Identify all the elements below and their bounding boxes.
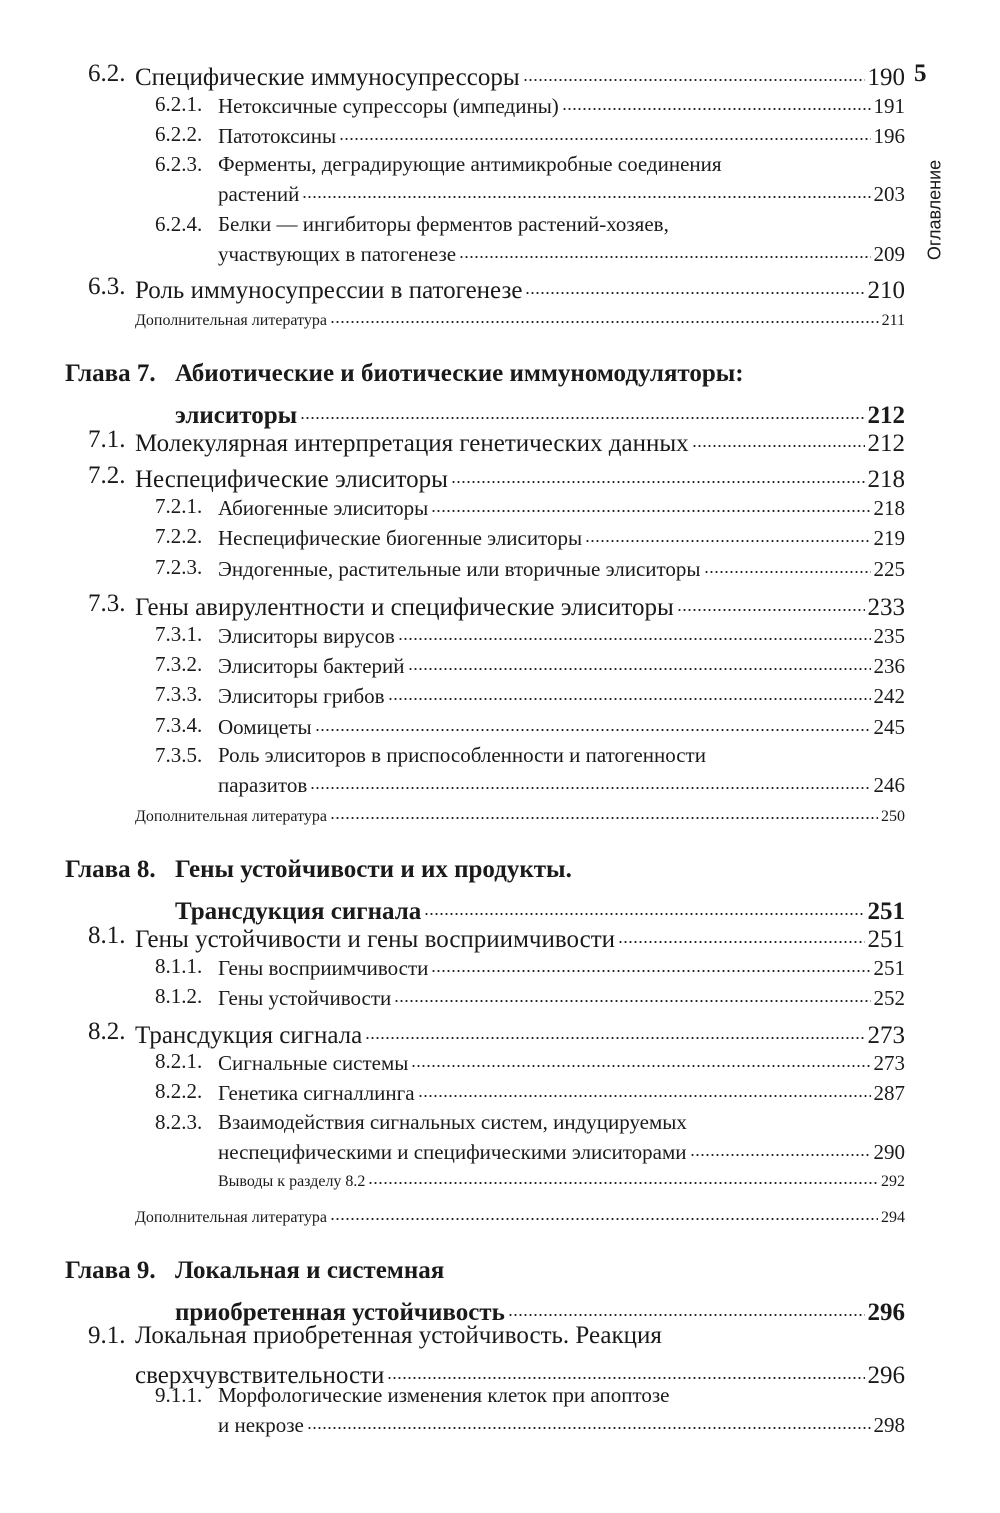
toc-entry-page: 203 (873, 182, 905, 206)
toc-entry-number: 7.3.5. (155, 743, 203, 767)
toc-entry-page: 212 (867, 402, 905, 429)
toc-entry-number: 7.3.2. (155, 652, 203, 676)
dot-leader (704, 555, 871, 576)
toc-entry-number: 6.2.3. (155, 152, 203, 176)
toc-entry-page: 218 (867, 466, 905, 493)
dot-leader (562, 92, 871, 113)
dot-leader (431, 954, 870, 975)
toc-entry-page: 290 (873, 1140, 905, 1164)
toc-entry-number: 7.2.2. (155, 524, 203, 548)
toc-entry-page: 233 (867, 594, 905, 621)
toc-entry-title: Нетоксичные супрессоры (импедины) (218, 94, 559, 118)
toc-entry-page: 242 (873, 684, 905, 708)
toc-entry-page: 296 (867, 1362, 905, 1389)
toc-entry-page: 273 (873, 1051, 905, 1075)
dot-leader (424, 894, 864, 919)
dot-leader (585, 524, 870, 545)
toc-entry-page: 190 (867, 64, 905, 91)
dot-leader (394, 984, 870, 1005)
toc-entry-number: Глава 7. (65, 360, 156, 387)
toc-entry-title: паразитов (218, 773, 308, 797)
toc-entry-title: Гены устойчивости (218, 986, 392, 1010)
toc-entry-page: 196 (873, 124, 905, 148)
toc-entry-page: 225 (873, 557, 905, 581)
dot-leader (459, 240, 870, 261)
dot-leader (330, 309, 879, 325)
toc-entry-number: 6.3. (88, 273, 126, 300)
toc-entry-title: элиситоры (175, 402, 298, 429)
toc-entry-title: Сигнальные системы (218, 1051, 409, 1075)
toc-entry-title: Абиотические и биотические иммуномодуляторы: (175, 360, 744, 387)
toc-entry-title: Гены устойчивости и их продукты. (175, 856, 572, 883)
dot-leader (388, 682, 871, 703)
dot-leader (398, 622, 871, 643)
toc-entry-title: Морфологические изменения клеток при апоптозе (218, 1383, 670, 1407)
toc-entry-number: 6.2.2. (155, 122, 203, 146)
toc-entry-number: 8.2.3. (155, 1110, 203, 1134)
toc-entry-page: 250 (881, 808, 905, 825)
toc-entry-title: Локальная и системная (175, 1257, 445, 1284)
page-number: 5 (914, 60, 927, 87)
toc-entry-page: 235 (873, 624, 905, 648)
toc-entry-number: 9.1. (88, 1322, 126, 1349)
toc-entry-title: Роль иммуносупрессии в патогенезе (135, 277, 523, 304)
toc-entry-title: Белки — ингибиторы ферментов растений-хозяев, (218, 212, 669, 236)
toc-entry-number: 7.2. (88, 462, 126, 489)
toc-entry-page: 211 (881, 312, 905, 329)
toc-entry-number: 7.3. (88, 590, 126, 617)
dot-leader (307, 1411, 871, 1432)
toc-entry-title: Дополнительная литература (135, 1209, 327, 1226)
toc-entry-number: 7.3.3. (155, 682, 203, 706)
toc-entry-title: Элиситоры вирусов (218, 624, 395, 648)
toc-entry-title: сверхчувствительности (135, 1362, 385, 1389)
toc-entry-page: 209 (873, 242, 905, 266)
dot-leader (330, 1206, 878, 1222)
dot-leader (302, 180, 870, 201)
dot-leader (418, 1079, 871, 1100)
toc-entry-page: 251 (867, 926, 905, 953)
dot-leader (508, 1295, 865, 1320)
toc-entry-page: 251 (867, 898, 905, 925)
toc-entry-number: 8.1.1. (155, 954, 203, 978)
toc-entry-title: Неспецифические биогенные элиситоры (218, 526, 583, 550)
toc-entry-title: Локальная приобретенная устойчивость. Реакция (135, 1322, 662, 1349)
toc-entry-title: Гены авирулентности и специфические элиситоры (135, 594, 674, 621)
toc-entry-title: Элиситоры грибов (218, 684, 385, 708)
toc-entry-number: 8.2.2. (155, 1079, 203, 1103)
toc-entry-number: 8.2.1. (155, 1049, 203, 1073)
running-head: Оглавление (924, 159, 945, 261)
toc-entry-number: Глава 9. (65, 1257, 156, 1284)
toc-entry-title: и некрозе (218, 1413, 304, 1437)
toc-entry-page: 245 (873, 715, 905, 739)
toc-entry-title: Элиситоры бактерий (218, 654, 405, 678)
dot-leader (411, 1049, 870, 1070)
toc-entry-title: приобретенная устойчивость (175, 1299, 505, 1326)
toc-entry-title: Роль элиситоров в приспособленности и патогенности (218, 743, 706, 767)
dot-leader (300, 398, 864, 423)
toc-entry-number: 8.1. (88, 922, 126, 949)
toc-entry-title: Абиогенные элиситоры (218, 496, 429, 520)
toc-entry-number: 9.1.1. (155, 1383, 203, 1407)
dot-leader (387, 1358, 864, 1383)
toc-entry-page: 252 (873, 986, 905, 1010)
toc-entry-number: 7.3.1. (155, 622, 203, 646)
toc-entry-title: Выводы к разделу 8.2 (218, 1173, 366, 1190)
toc-entry-title: Дополнительная литература (135, 808, 327, 825)
toc-entry-number: 8.1.2. (155, 984, 203, 1008)
dot-leader (315, 713, 871, 734)
toc-entry-page: 251 (873, 956, 905, 980)
toc-entry-page: 273 (867, 1022, 905, 1049)
toc-entry-title: неспецифическими и специфическими элиситорами (218, 1140, 687, 1164)
dot-leader (525, 273, 864, 298)
toc-entry-page: 236 (873, 654, 905, 678)
toc-entry-page: 212 (867, 430, 905, 457)
dot-leader (368, 1170, 878, 1186)
toc-entry-number: 6.2.1. (155, 92, 203, 116)
dot-leader (365, 1018, 864, 1043)
toc-entry-page: 292 (881, 1173, 905, 1190)
toc-entry-title: Трансдукция сигнала (175, 898, 422, 925)
toc-entry-page: 219 (873, 526, 905, 550)
toc-entry-title: Гены восприимчивости (218, 956, 429, 980)
toc-entry-title: Специфические иммуносупрессоры (135, 64, 520, 91)
dot-leader (618, 922, 865, 947)
toc-entry-title: участвующих в патогенезе (218, 242, 457, 266)
toc-entry-number: 7.2.3. (155, 555, 203, 579)
toc-entry-page: 298 (873, 1413, 905, 1437)
toc-entry-number: 8.2. (88, 1018, 126, 1045)
toc-entry-title: Дополнительная литература (135, 312, 327, 329)
toc-entry-title: Генетика сигналлинга (218, 1081, 415, 1105)
toc-entry-title: Оомицеты (218, 715, 312, 739)
toc-entry-title: Молекулярная интерпретация генетических данных (135, 430, 689, 457)
toc-entry-page: 294 (881, 1209, 905, 1226)
toc-entry-title: Ферменты, деградирующие антимикробные соединения (218, 152, 722, 176)
toc-entry-number: 6.2. (88, 60, 126, 87)
toc-entry-page: 287 (873, 1081, 905, 1105)
toc-entry-title: Взаимодействия сигнальных систем, индуцируемых (218, 1110, 687, 1134)
toc-entry-number: 7.1. (88, 426, 126, 453)
dot-leader (690, 1138, 871, 1159)
dot-leader (677, 590, 865, 615)
toc-entry-title: Патотоксины (218, 124, 337, 148)
toc-entry-title: Гены устойчивости и гены восприимчивости (135, 926, 615, 953)
toc-entry-number: 7.3.4. (155, 713, 203, 737)
dot-leader (692, 426, 865, 451)
toc-entry-page: 191 (873, 94, 905, 118)
dot-leader (330, 805, 878, 821)
toc-entry-number: 6.2.4. (155, 212, 203, 236)
dot-leader (431, 494, 870, 515)
toc-entry-page: 210 (867, 277, 905, 304)
toc-entry-page: 246 (873, 773, 905, 797)
toc-entry-page: 296 (867, 1299, 905, 1326)
toc-entry-page: 218 (873, 496, 905, 520)
toc-entry-title: Эндогенные, растительные или вторичные элиситоры (218, 557, 701, 581)
toc-entry-number: 7.2.1. (155, 494, 203, 518)
toc-entry-title: Неспецифические элиситоры (135, 466, 448, 493)
dot-leader (408, 652, 871, 673)
toc-entry-title: Трансдукция сигнала (135, 1022, 363, 1049)
toc-entry-title: растений (218, 182, 300, 206)
dot-leader (339, 122, 870, 143)
dot-leader (523, 60, 865, 85)
toc-entry-number: Глава 8. (65, 856, 156, 883)
dot-leader (310, 771, 870, 792)
dot-leader (451, 462, 865, 487)
